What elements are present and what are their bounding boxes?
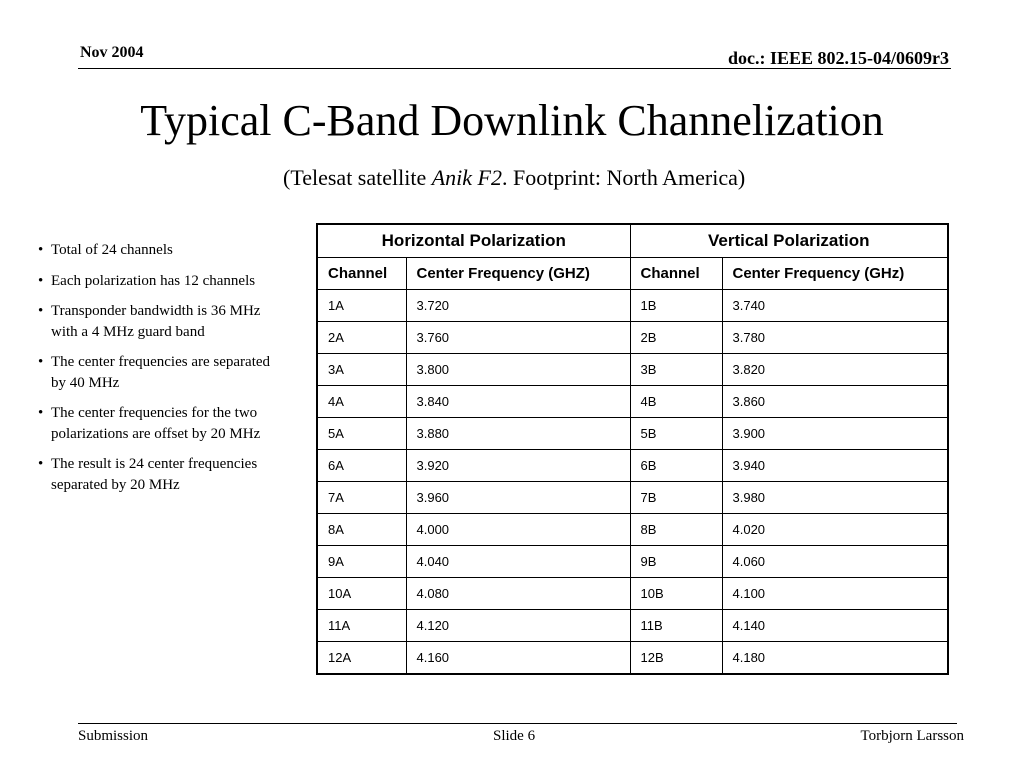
frequency-v-cell: 3.980 (722, 482, 948, 514)
channel-h-cell: 11A (317, 610, 406, 642)
table-row (317, 450, 948, 482)
group-header-row (317, 224, 948, 258)
bullet-item (38, 352, 288, 393)
bullet-item (38, 454, 288, 495)
frequency-h-cell: 3.960 (406, 482, 630, 514)
table-body (317, 290, 948, 675)
table-row (317, 354, 948, 386)
channel-h-cell: 8A (317, 514, 406, 546)
frequency-h-cell: 3.720 (406, 290, 630, 322)
channel-h-cell: 9A (317, 546, 406, 578)
channel-h-cell: 4A (317, 386, 406, 418)
table-row (317, 610, 948, 642)
channel-h-cell: 3A (317, 354, 406, 386)
vertical-polarization-header: Vertical Polarization (630, 224, 948, 258)
table-row (317, 386, 948, 418)
channel-v-cell: 12B (630, 642, 722, 675)
subtitle-text-pre: (Telesat satellite (283, 165, 432, 190)
channel-v-cell: 3B (630, 354, 722, 386)
bullet-dot: • (38, 303, 44, 319)
table-row (317, 642, 948, 675)
bullet-text: The result is 24 center frequencies separated by 20 MHz (51, 456, 258, 493)
bullet-text: The center frequencies for the two polarizations are offset by 20 MHz (51, 405, 261, 442)
bullet-item (38, 271, 288, 292)
frequency-v-cell: 3.900 (722, 418, 948, 450)
frequency-v-cell: 3.780 (722, 322, 948, 354)
channel-v-cell: 11B (630, 610, 722, 642)
frequency-v-cell: 4.100 (722, 578, 948, 610)
column-header: Channel (317, 258, 406, 290)
frequency-v-cell: 3.940 (722, 450, 948, 482)
bullet-item (38, 403, 288, 444)
channel-h-cell: 10A (317, 578, 406, 610)
footer-slide-number: Slide 6 (493, 728, 536, 744)
channel-h-cell: 12A (317, 642, 406, 675)
column-header: Channel (630, 258, 722, 290)
bullet-dot: • (38, 354, 44, 370)
channel-frequency-table (316, 223, 949, 675)
table-row (317, 482, 948, 514)
channel-h-cell: 6A (317, 450, 406, 482)
bullet-dot: • (38, 242, 44, 258)
bullet-text: Each polarization has 12 channels (51, 272, 256, 289)
channel-v-cell: 1B (630, 290, 722, 322)
frequency-h-cell: 3.920 (406, 450, 630, 482)
column-header-row (317, 258, 948, 290)
bullet-item (38, 301, 288, 342)
channel-v-cell: 8B (630, 514, 722, 546)
channel-v-cell: 2B (630, 322, 722, 354)
channel-h-cell: 7A (317, 482, 406, 514)
bullet-text: The center frequencies are separated by 40 MHz (51, 354, 271, 391)
subtitle-text-post: . Footprint: North America) (502, 165, 746, 190)
column-header: Center Frequency (GHz) (722, 258, 948, 290)
table-row (317, 290, 948, 322)
channel-h-cell: 5A (317, 418, 406, 450)
column-header: Center Frequency (GHZ) (406, 258, 630, 290)
bullet-list (38, 240, 288, 505)
frequency-h-cell: 3.880 (406, 418, 630, 450)
frequency-h-cell: 4.040 (406, 546, 630, 578)
subtitle-satellite-name: Anik F2 (431, 165, 502, 190)
slide-subtitle (283, 165, 745, 191)
frequency-h-cell: 4.120 (406, 610, 630, 642)
table-row (317, 322, 948, 354)
frequency-v-cell: 3.740 (722, 290, 948, 322)
frequency-v-cell: 4.020 (722, 514, 948, 546)
footer-divider (78, 723, 957, 724)
bullet-text: Transponder bandwidth is 36 MHz with a 4 MHz guard band (51, 303, 261, 340)
frequency-h-cell: 4.160 (406, 642, 630, 675)
frequency-v-cell: 4.180 (722, 642, 948, 675)
frequency-v-cell: 3.860 (722, 386, 948, 418)
bullet-text: Total of 24 channels (51, 242, 173, 258)
frequency-h-cell: 3.760 (406, 322, 630, 354)
channel-v-cell: 10B (630, 578, 722, 610)
bullet-dot: • (38, 405, 44, 421)
frequency-h-cell: 4.080 (406, 578, 630, 610)
header-divider (78, 68, 951, 69)
header-doc-id: doc.: IEEE 802.15-04/0609r3 (727, 48, 949, 68)
bullet-item (38, 240, 288, 261)
frequency-h-cell: 3.800 (406, 354, 630, 386)
table-row (317, 514, 948, 546)
channel-h-cell: 1A (317, 290, 406, 322)
footer-submission: Submission (78, 728, 149, 744)
footer-author: Torbjorn Larsson (860, 728, 964, 744)
bullet-dot: • (38, 456, 44, 472)
header-date: Nov 2004 (80, 44, 144, 61)
frequency-h-cell: 3.840 (406, 386, 630, 418)
horizontal-polarization-header: Horizontal Polarization (317, 224, 630, 258)
channel-v-cell: 7B (630, 482, 722, 514)
bullet-dot: • (38, 272, 44, 289)
channel-v-cell: 6B (630, 450, 722, 482)
channel-v-cell: 4B (630, 386, 722, 418)
frequency-v-cell: 4.140 (722, 610, 948, 642)
table-row (317, 418, 948, 450)
channel-h-cell: 2A (317, 322, 406, 354)
channel-v-cell: 9B (630, 546, 722, 578)
table-row (317, 546, 948, 578)
slide-title: Typical C-Band Downlink Channelization (140, 96, 884, 145)
frequency-v-cell: 3.820 (722, 354, 948, 386)
table-row (317, 578, 948, 610)
channel-v-cell: 5B (630, 418, 722, 450)
frequency-h-cell: 4.000 (406, 514, 630, 546)
frequency-v-cell: 4.060 (722, 546, 948, 578)
